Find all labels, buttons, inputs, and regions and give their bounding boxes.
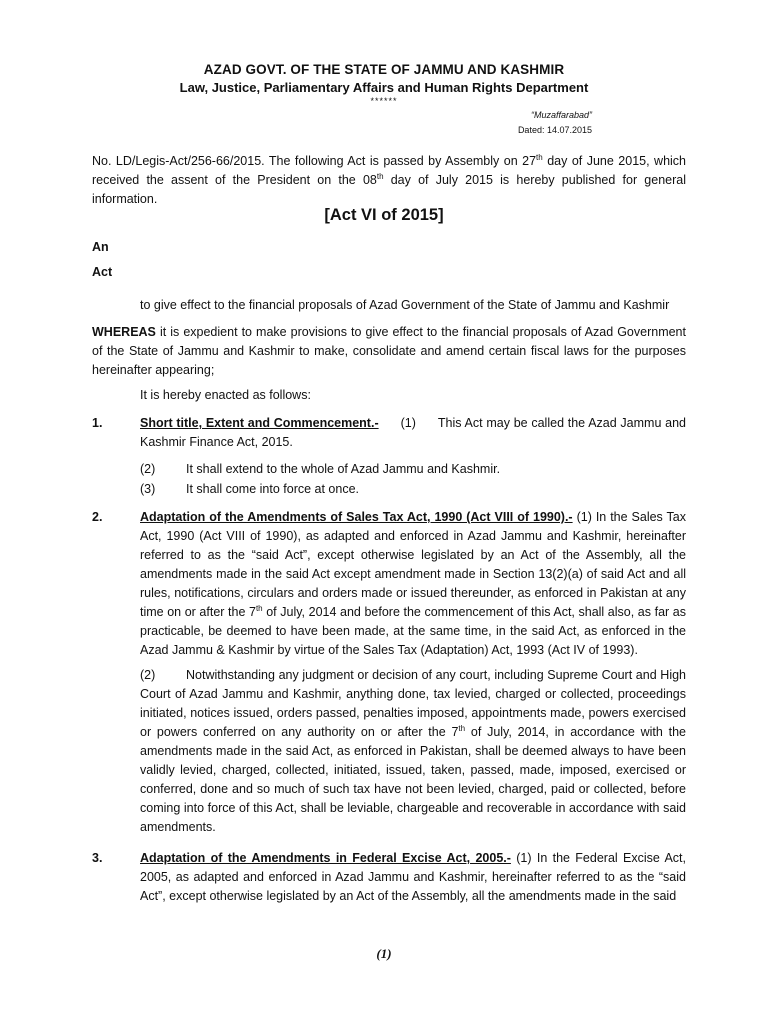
page-number: (1)	[376, 946, 392, 961]
heading-separator: ******	[370, 96, 398, 106]
government-heading: AZAD GOVT. OF THE STATE OF JAMMU AND KASHMIR	[203, 62, 565, 77]
section-1-subsection-2: (2) It shall extend to the whole of Azad Jammu and Kashmir.	[140, 462, 501, 476]
section-2-text: Adaptation of the Amendments of Sales Tax Act, 1990 (Act VIII of 1990).- (1) In the Sales Tax Act, 1990 (Act VIII of 1990), as adapted and enforced in Azad Jammu and Kashmir, hereinafter referred to as the “said Act”, except otherwise legislated by an Act of the Assembly, all the amendments made in the said Act except amendment made in Section 13(2)(a) of said Act and all rules, notifications, circulars and orders made or issued thereunder, as enforced in Pakistan at any time on or after the 7th of July, 2014 and before the commencement of this Act, shall also, as far as practicable, be deemed to have been made, at the same time, in the said Act, as enforced in the Azad Jammu & Kashmir by virtue of the Sales Tax (Adaptation) Act, 1993 (Act IV of 1993).	[140, 510, 687, 657]
notification-intro: No. LD/Legis-Act/256-66/2015. The following Act is passed by Assembly on 27th day of June 2015, which received the assent of the President on the 08th day of July 2015 is hereby published for general information.	[92, 152, 687, 206]
enacting-clause: It is hereby enacted as follows:	[140, 388, 311, 402]
section-2-number: 2.	[92, 510, 103, 524]
section-1-subsection-3: (3) It shall come into force at once.	[140, 482, 360, 496]
date-label: Dated: 14.07.2015	[517, 125, 592, 135]
section-2-subsection-2: (2) Notwithstanding any judgment or decision of any court, including Supreme Court and High Court of Azad Jammu and Kashmir, anything done, tax levied, charged or collected, proceedings initiated, notices issued, orders passed, penalties imposed, appointments made, powers exercised or powers conferred on any authority on or after the 7th of July, 2014, in accordance with the amendments made in the said Act, as enforced in Pakistan, shall be deemed always to have been validly levied, charged, collected, initiated, issued, taken, passed, made, imposed, exercised or conferred, done and so much of such tax have not been levied, charged, paid or collected, before coming into force of this Act, shall be leviable, chargeable and recoverable in accordance with said amendments.	[140, 668, 686, 834]
act-title: [Act VI of 2015]	[324, 206, 444, 224]
an-label: An	[92, 240, 109, 254]
section-3-text: Adaptation of the Amendments in Federal Excise Act, 2005.- (1) In the Federal Excise Act, 2005, as adapted and enforced in Azad Jammu and Kashmir, hereinafter referred to as the “said Act”, except otherwise legislated by an Act of the Assembly, all the amendments made in the said	[140, 851, 686, 903]
whereas-clause: WHEREAS it is expedient to make provisions to give effect to the financial proposals of Azad Government of the State of Jammu and Kashmir to make, consolidate and amend certain fiscal laws for the purposes hereinafter appearing;	[92, 325, 686, 377]
act-label: Act	[92, 265, 113, 279]
section-1-number: 1.	[92, 416, 103, 430]
section-3-number: 3.	[92, 851, 103, 865]
act-purpose: to give effect to the financial proposals of Azad Government of the State of Jammu and Kashmir	[140, 298, 670, 312]
section-1-text: Short title, Extent and Commencement.- (1) This Act may be called the Azad Jammu and Kashmir Finance Act, 2015.	[140, 416, 686, 449]
place-label: “Muzaffarabad”	[530, 110, 592, 120]
department-heading: Law, Justice, Parliamentary Affairs and Human Rights Department	[179, 80, 589, 95]
